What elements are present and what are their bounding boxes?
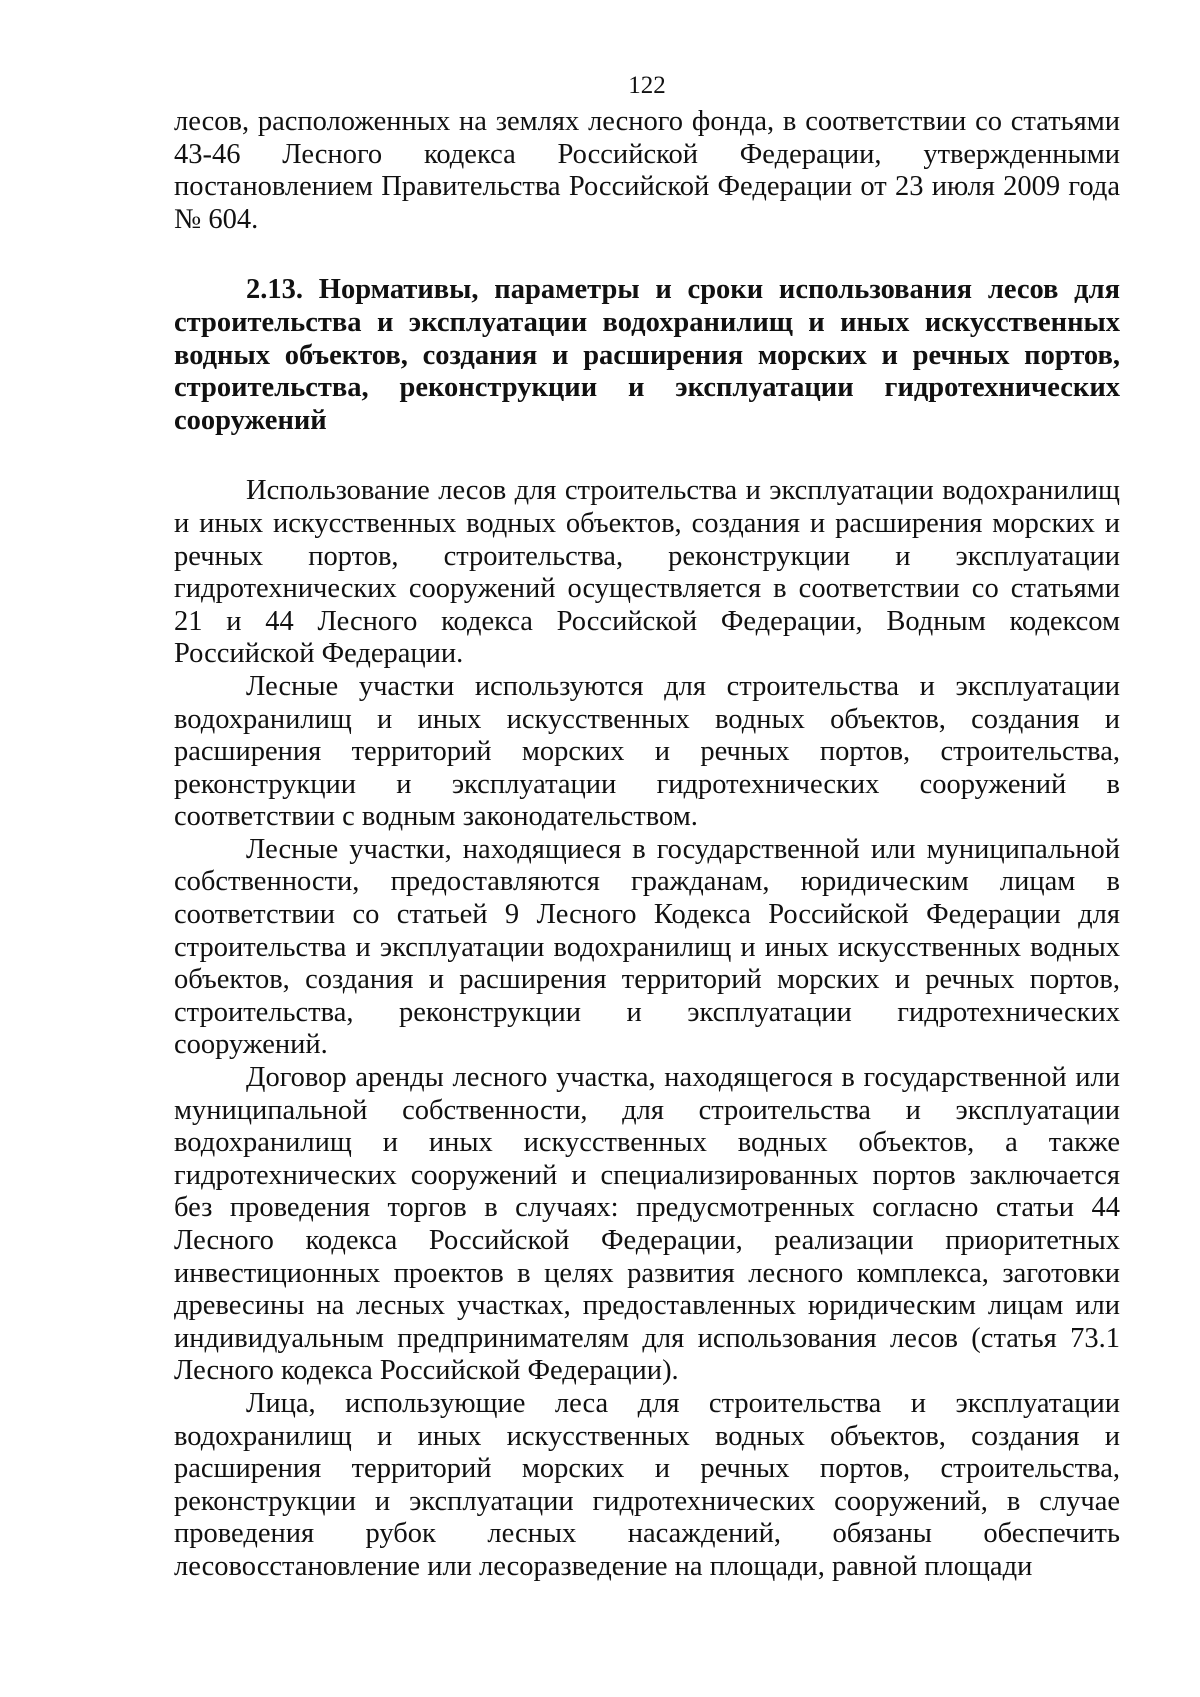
body-paragraph-3: Лесные участки, находящиеся в государственной или муниципальной собственности, предоставляются гражданам, юридическим лицам в соответствии со статьей 9 Лесного Кодекса Российской Федерации для строительства и эксплуатации водохранилищ и иных искусственных водных объектов, создания и расширения территорий морских и речных портов, строительства, реконструкции и эксплуатации гидротехнических сооружений. <box>174 833 1120 1061</box>
body-paragraph-4: Договор аренды лесного участка, находящегося в государственной или муниципальной собственности, для строительства и эксплуатации водохранилищ и иных искусственных водных объектов, а также гидротехнических сооружений и специализированных портов заключается без проведения торгов в случаях: предусмотренных согласно статьи 44 Лесного кодекса Российской Федерации, реализации приоритетных инвестиционных проектов в целях развития лесного комплекса, заготовки древесины на лесных участках, предоставленных юридическим лицам или индивидуальным предпринимателям для использования лесов (статья 73.1 Лесного кодекса Российской Федерации). <box>174 1062 1120 1387</box>
continued-paragraph: лесов, расположенных на землях лесного фонда, в соответствии со статьями 43-46 Лесного кодекса Российской Федерации, утвержденными постановлением Правительства Российской Федерации от 23 июля 2009 года № 604. <box>174 106 1120 235</box>
body-paragraph-1: Использование лесов для строительства и эксплуатации водохранилищ и иных искусственных водных объектов, создания и расширения морских и речных портов, строительства, реконструкции и эксплуатации гидротехнических сооружений осуществляется в соответствии со статьями 21 и 44 Лесного кодекса Российской Федерации, Водным кодексом Российской Федерации. <box>174 475 1120 670</box>
page-number: 122 <box>628 72 666 99</box>
document-page <box>174 70 1120 1584</box>
body-paragraph-2: Лесные участки используются для строительства и эксплуатации водохранилищ и иных искусственных водных объектов, создания и расширения территорий морских и речных портов, строительства, реконструкции и эксплуатации гидротехнических сооружений в соответствии с водным законодательством. <box>174 670 1120 833</box>
section-heading: 2.13. Нормативы, параметры и сроки использования лесов для строительства и эксплуатации водохранилищ и иных искусственных водных объектов, создания и расширения морских и речных портов, строительства, реконструкции и эксплуатации гидротехнических сооружений <box>174 274 1120 436</box>
body-paragraph-5: Лица, использующие леса для строительства и эксплуатации водохранилищ и иных искусственных водных объектов, создания и расширения территорий морских и речных портов, строительства, реконструкции и эксплуатации гидротехнических сооружений, в случае проведения рубок лесных насаждений, обязаны обеспечить лесовосстановление или лесоразведение на площади, равной площади <box>174 1387 1120 1582</box>
